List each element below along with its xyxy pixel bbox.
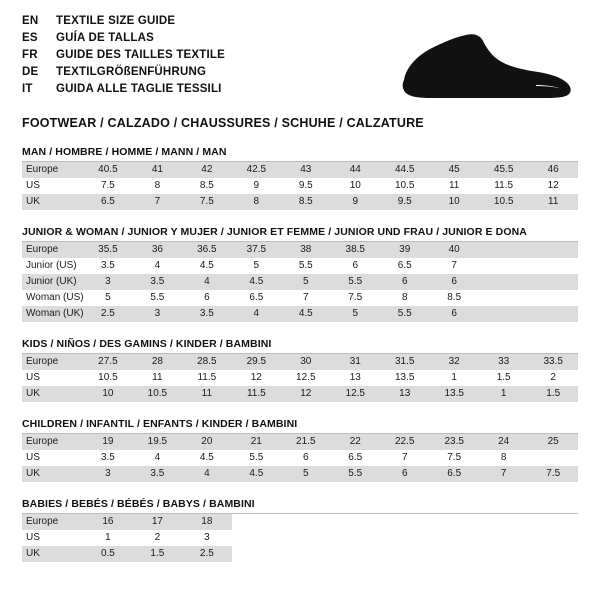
cell: 12 (232, 370, 281, 386)
cell: 6 (281, 450, 330, 466)
table-row (22, 178, 578, 194)
size-block-man (22, 146, 578, 210)
cell (479, 290, 528, 306)
row-label: Europe (22, 514, 83, 530)
cell: 43 (281, 162, 330, 178)
cell (380, 514, 429, 530)
cell: 7.5 (429, 450, 478, 466)
table-row (22, 162, 578, 178)
cell: 4.5 (182, 258, 231, 274)
cell: 13 (331, 370, 380, 386)
table-row (22, 354, 578, 370)
block-title: MAN / HOMBRE / HOMME / MANN / MAN (22, 146, 578, 162)
cell: 10 (429, 194, 478, 210)
language-title: GUIDA ALLE TAGLIE TESSILI (56, 83, 222, 95)
cell: 17 (133, 514, 182, 530)
cell: 32 (429, 354, 478, 370)
cell: 22 (331, 434, 380, 450)
cell: 2.5 (83, 306, 132, 322)
cell: 4 (182, 274, 231, 290)
cell (232, 530, 281, 546)
language-code: EN (22, 15, 39, 27)
cell (528, 274, 578, 290)
cell: 5.5 (331, 274, 380, 290)
cell: 3.5 (133, 466, 182, 482)
cell: 7.5 (528, 466, 578, 482)
block-title: KIDS / NIÑOS / DES GAMINS / KINDER / BAMBINI (22, 338, 578, 354)
cell: 6 (182, 290, 231, 306)
cell: 3.5 (182, 306, 231, 322)
dress-shoe-icon (386, 28, 576, 106)
cell: 7.5 (331, 290, 380, 306)
cell: 5 (281, 274, 330, 290)
cell: 42 (182, 162, 231, 178)
table-row (22, 290, 578, 306)
table-row (22, 546, 578, 562)
cell: 1 (83, 530, 132, 546)
row-label: Europe (22, 162, 83, 178)
row-label: Junior (US) (22, 258, 83, 274)
cell: 5.5 (380, 306, 429, 322)
cell: 19.5 (133, 434, 182, 450)
cell: 8 (133, 178, 182, 194)
cell (331, 514, 380, 530)
language-code: IT (22, 83, 33, 95)
cell: 1.5 (479, 370, 528, 386)
cell: 6.5 (380, 258, 429, 274)
cell: 27.5 (83, 354, 132, 370)
cell: 8.5 (429, 290, 478, 306)
cell (479, 274, 528, 290)
size-block-children (22, 418, 578, 482)
table-row (22, 258, 578, 274)
cell (232, 514, 281, 530)
cell: 46 (528, 162, 578, 178)
cell (528, 514, 578, 530)
cell: 21.5 (281, 434, 330, 450)
cell: 37.5 (232, 242, 281, 258)
block-title: JUNIOR & WOMAN / JUNIOR Y MUJER / JUNIOR ET FEMME / JUNIOR UND FRAU / JUNIOR E DONA (22, 226, 578, 242)
table-row (22, 386, 578, 402)
cell: 29.5 (232, 354, 281, 370)
cell: 3.5 (133, 274, 182, 290)
table-row (22, 514, 578, 530)
table-row (22, 194, 578, 210)
cell: 5.5 (232, 450, 281, 466)
cell: 25 (528, 434, 578, 450)
cell (429, 530, 478, 546)
size-block-kids (22, 338, 578, 402)
cell: 5 (83, 290, 132, 306)
cell: 5 (232, 258, 281, 274)
cell (479, 514, 528, 530)
cell: 7 (133, 194, 182, 210)
cell: 10.5 (83, 370, 132, 386)
cell: 28.5 (182, 354, 231, 370)
cell: 13 (380, 386, 429, 402)
cell (479, 306, 528, 322)
cell: 1 (479, 386, 528, 402)
cell (528, 530, 578, 546)
row-label: Woman (US) (22, 290, 83, 306)
cell: 8.5 (281, 194, 330, 210)
cell: 3 (83, 274, 132, 290)
cell: 4.5 (182, 450, 231, 466)
cell: 6 (331, 258, 380, 274)
page-header (22, 14, 578, 106)
cell: 8 (380, 290, 429, 306)
cell (380, 530, 429, 546)
cell: 12 (528, 178, 578, 194)
cell: 6.5 (331, 450, 380, 466)
cell: 7.5 (83, 178, 132, 194)
cell: 35.5 (83, 242, 132, 258)
cell: 6.5 (232, 290, 281, 306)
cell: 11.5 (479, 178, 528, 194)
cell: 41 (133, 162, 182, 178)
size-table-junior-woman (22, 242, 578, 322)
page-title: FOOTWEAR / CALZADO / CHAUSSURES / SCHUHE / CALZATURE (22, 116, 424, 130)
row-label: Europe (22, 354, 83, 370)
cell: 9 (232, 178, 281, 194)
cell (528, 290, 578, 306)
cell (232, 546, 281, 562)
cell (331, 546, 380, 562)
cell (429, 546, 478, 562)
cell: 21 (232, 434, 281, 450)
row-label: UK (22, 386, 83, 402)
table-row (22, 274, 578, 290)
cell: 19 (83, 434, 132, 450)
block-title: CHILDREN / INFANTIL / ENFANTS / KINDER / BAMBINI (22, 418, 578, 434)
cell: 11 (133, 370, 182, 386)
row-label: UK (22, 546, 83, 562)
language-title-list-body (22, 14, 225, 99)
cell: 31.5 (380, 354, 429, 370)
cell (281, 514, 330, 530)
cell: 4 (232, 306, 281, 322)
cell: 33.5 (528, 354, 578, 370)
cell: 36 (133, 242, 182, 258)
table-row (22, 530, 578, 546)
cell: 4 (133, 258, 182, 274)
cell: 3 (133, 306, 182, 322)
cell: 22.5 (380, 434, 429, 450)
size-block-junior-woman (22, 226, 578, 322)
cell: 1.5 (528, 386, 578, 402)
cell: 8.5 (182, 178, 231, 194)
size-block-babies (22, 498, 578, 562)
language-row (22, 82, 225, 99)
cell (281, 546, 330, 562)
cell: 11 (182, 386, 231, 402)
cell: 6 (380, 274, 429, 290)
language-row (22, 14, 225, 31)
cell: 42.5 (232, 162, 281, 178)
cell: 12 (281, 386, 330, 402)
cell (479, 530, 528, 546)
cell: 4.5 (232, 274, 281, 290)
cell: 11.5 (182, 370, 231, 386)
cell (479, 242, 528, 258)
cell: 31 (331, 354, 380, 370)
cell: 45.5 (479, 162, 528, 178)
cell: 40.5 (83, 162, 132, 178)
size-table-kids (22, 354, 578, 402)
cell: 11 (429, 178, 478, 194)
cell: 7 (479, 466, 528, 482)
cell (331, 530, 380, 546)
cell (528, 258, 578, 274)
cell: 1.5 (133, 546, 182, 562)
table-row (22, 306, 578, 322)
cell: 38 (281, 242, 330, 258)
cell (281, 530, 330, 546)
cell: 5 (331, 306, 380, 322)
cell: 10.5 (133, 386, 182, 402)
size-table-children (22, 434, 578, 482)
cell (528, 242, 578, 258)
cell (528, 450, 578, 466)
cell: 6 (429, 306, 478, 322)
cell (380, 546, 429, 562)
cell (479, 546, 528, 562)
cell: 4.5 (232, 466, 281, 482)
cell (429, 514, 478, 530)
cell: 38.5 (331, 242, 380, 258)
cell: 6 (380, 466, 429, 482)
cell: 6 (429, 274, 478, 290)
cell: 39 (380, 242, 429, 258)
row-label: Europe (22, 242, 83, 258)
cell: 2 (133, 530, 182, 546)
size-table-man (22, 162, 578, 210)
language-title: GUÍA DE TALLAS (56, 32, 154, 44)
cell: 30 (281, 354, 330, 370)
cell (528, 306, 578, 322)
cell: 36.5 (182, 242, 231, 258)
cell: 4 (133, 450, 182, 466)
table-row (22, 242, 578, 258)
cell: 9 (331, 194, 380, 210)
cell: 10.5 (380, 178, 429, 194)
cell: 1 (429, 370, 478, 386)
language-title: GUIDE DES TAILLES TEXTILE (56, 49, 225, 61)
cell: 13.5 (380, 370, 429, 386)
cell: 10 (331, 178, 380, 194)
cell: 28 (133, 354, 182, 370)
cell: 9.5 (281, 178, 330, 194)
table-row (22, 450, 578, 466)
size-table-babies (22, 514, 578, 562)
cell: 5.5 (331, 466, 380, 482)
cell: 10 (83, 386, 132, 402)
row-label: US (22, 530, 83, 546)
cell: 24 (479, 434, 528, 450)
cell: 5 (281, 466, 330, 482)
language-row (22, 48, 225, 65)
cell: 6.5 (429, 466, 478, 482)
cell: 5.5 (133, 290, 182, 306)
table-row (22, 370, 578, 386)
cell: 0.5 (83, 546, 132, 562)
cell: 10.5 (479, 194, 528, 210)
row-label: UK (22, 194, 83, 210)
cell: 20 (182, 434, 231, 450)
cell: 45 (429, 162, 478, 178)
language-code: ES (22, 32, 38, 44)
cell: 8 (232, 194, 281, 210)
block-title: BABIES / BEBÉS / BÉBÉS / BABYS / BAMBINI (22, 498, 578, 514)
cell: 7.5 (182, 194, 231, 210)
language-code: FR (22, 49, 38, 61)
cell: 44 (331, 162, 380, 178)
cell: 6.5 (83, 194, 132, 210)
cell: 8 (479, 450, 528, 466)
cell: 33 (479, 354, 528, 370)
cell: 44.5 (380, 162, 429, 178)
cell: 4.5 (281, 306, 330, 322)
table-row (22, 434, 578, 450)
cell: 3 (182, 530, 231, 546)
cell: 13.5 (429, 386, 478, 402)
language-title-list (22, 14, 225, 99)
row-label: US (22, 178, 83, 194)
cell: 7 (429, 258, 478, 274)
cell (479, 258, 528, 274)
row-label: Europe (22, 434, 83, 450)
cell: 9.5 (380, 194, 429, 210)
cell: 11.5 (232, 386, 281, 402)
language-title: TEXTILE SIZE GUIDE (56, 15, 176, 27)
cell: 7 (281, 290, 330, 306)
language-row (22, 31, 225, 48)
language-code: DE (22, 66, 39, 78)
cell: 23.5 (429, 434, 478, 450)
cell: 12.5 (331, 386, 380, 402)
cell: 18 (182, 514, 231, 530)
language-title: TEXTILGRÖßENFÜHRUNG (56, 66, 207, 78)
row-label: US (22, 450, 83, 466)
cell: 3.5 (83, 258, 132, 274)
cell: 5.5 (281, 258, 330, 274)
language-row (22, 65, 225, 82)
row-label: Woman (UK) (22, 306, 83, 322)
cell: 16 (83, 514, 132, 530)
cell: 2 (528, 370, 578, 386)
cell: 3.5 (83, 450, 132, 466)
cell: 4 (182, 466, 231, 482)
cell: 7 (380, 450, 429, 466)
row-label: UK (22, 466, 83, 482)
row-label: US (22, 370, 83, 386)
row-label: Junior (UK) (22, 274, 83, 290)
table-row (22, 466, 578, 482)
cell: 3 (83, 466, 132, 482)
cell (528, 546, 578, 562)
cell: 40 (429, 242, 478, 258)
cell: 12.5 (281, 370, 330, 386)
cell: 11 (528, 194, 578, 210)
cell: 2.5 (182, 546, 231, 562)
